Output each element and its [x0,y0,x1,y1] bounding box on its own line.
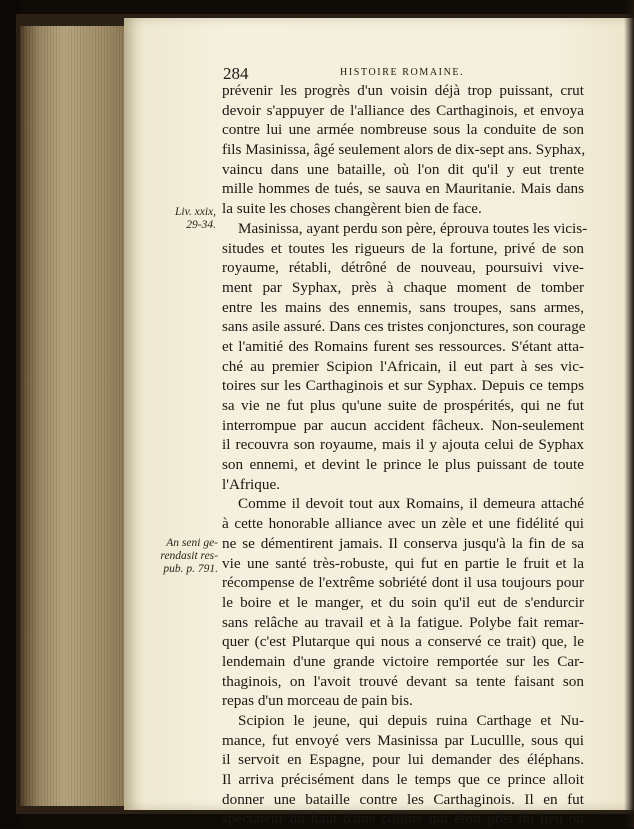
text-line: il recouvra son royaume, mais il y ajouta celui de Syphax [222,436,584,454]
scan-background-right [624,0,634,828]
page-number: 284 [223,64,249,83]
text-line: thaginois, on l'avoit trouvé devant sa tente faisant son [222,672,584,690]
text-line: interrompue par aucun accident fâcheux. Non-seulement [222,416,584,434]
text-line: Scipion le jeune, qui depuis ruina Carthage et Nu- [238,712,584,729]
margin-note-line: 29-34. [186,219,216,231]
text-line: ché au premier Scipion l'Africain, il eut part à ses vic- [222,357,584,375]
page-header [220,60,592,82]
text-line: quer (c'est Plutarque qui nous a conservé ce trait) que, le [222,633,584,651]
text-line: donner une bataille contre les Carthaginois. Il en fut [222,790,584,808]
text-line: devoir s'appuyer de l'alliance des Carthaginois, et envoya [222,101,584,119]
margin-note-line: pub. p. 791. [163,563,218,575]
text-line: Comme il devoit tout aux Romains, il demeura attaché [238,495,584,513]
margin-note-plutarch [138,537,218,576]
margin-note-livy [150,206,216,232]
text-line: le boire et le manger, et du soin qu'il eut de s'endurcir [222,593,584,611]
text-line: contre lui une armée nombreuse sous la conduite de son [222,121,584,139]
text-line: mille hommes de tués, se sauva en Mauritanie. Mais dans [222,180,584,198]
text-line: et l'amitié des Romains furent ses ressources. S'étant atta- [222,337,584,355]
margin-note-line: An seni ge- [166,537,218,549]
body-text [222,81,588,829]
running-title: HISTOIRE ROMAINE. [340,67,465,78]
text-line: Masinissa, ayant perdu son père, éprouva toutes les vicis- [238,219,588,237]
text-line: sans relâche au travail et à la fatigue. Polybe fait remar- [222,613,584,631]
text-line: mance, fut envoyé vers Masinissa par Lucullle, sous qui [222,731,584,749]
text-line: Il arriva précisément dans le temps que ce prince alloit [222,771,584,789]
text-line: à cette honorable alliance avec un zèle et une fidélité qui [222,515,584,533]
text-line: repas d'un morceau de pain bis. [222,692,413,710]
text-line: situdes et toutes les rigueurs de la fortune, privé de son [222,239,584,257]
margin-note-line: rendasit res- [160,550,218,562]
text-line: toires sur les Carthaginois et sur Syphax. Depuis ce temps [222,377,584,395]
text-line: il servoit en Espagne, pour lui demander des éléphans. [222,751,584,769]
text-line: ne se démentirent jamais. Il conserva jusqu'à la fin de sa [222,534,584,552]
text-line: royaume, rétabli, détrôné de nouveau, poursuivi vive- [222,259,584,277]
text-line: spectateur du haut d'une colline qui étoit près du lieu où [222,810,584,828]
text-line: vaincu dans une bataille, où l'on dit qu'il y eut trente [222,160,584,178]
margin-note-line: Liv. xxix, [175,206,216,218]
text-line: entre les mains des ennemis, sans troupes, sans armes, [222,298,584,316]
text-line: vie une santé très-robuste, qui fut en partie le fruit et la [222,554,584,572]
text-line: son ennemi, et devint le prince le plus puissant de toute [222,456,584,474]
text-line: sans asile assuré. Dans ces tristes conjonctures, son courage [222,318,586,336]
text-line: fils Masinissa, âgé seulement alors de dix-sept ans. Syphax, [222,141,586,159]
text-line: sa vie ne fut plus qu'une suite de prospérités, qui ne fut [222,397,584,414]
text-line: la suite les choses changèrent bien de face. [222,200,482,218]
text-line: l'Afrique. [222,475,280,493]
text-line: lendemain d'une grande victoire remportée sur les Car- [222,652,584,670]
text-line: prévenir les progrès d'un voisin déjà trop puissant, crut [222,82,584,99]
book-fore-edge [20,26,128,806]
text-line: ment par Syphax, près à chaque moment de tomber [222,278,584,296]
text-line: récompense de l'extrême sobriété dont il usa toujours pour [222,574,584,592]
